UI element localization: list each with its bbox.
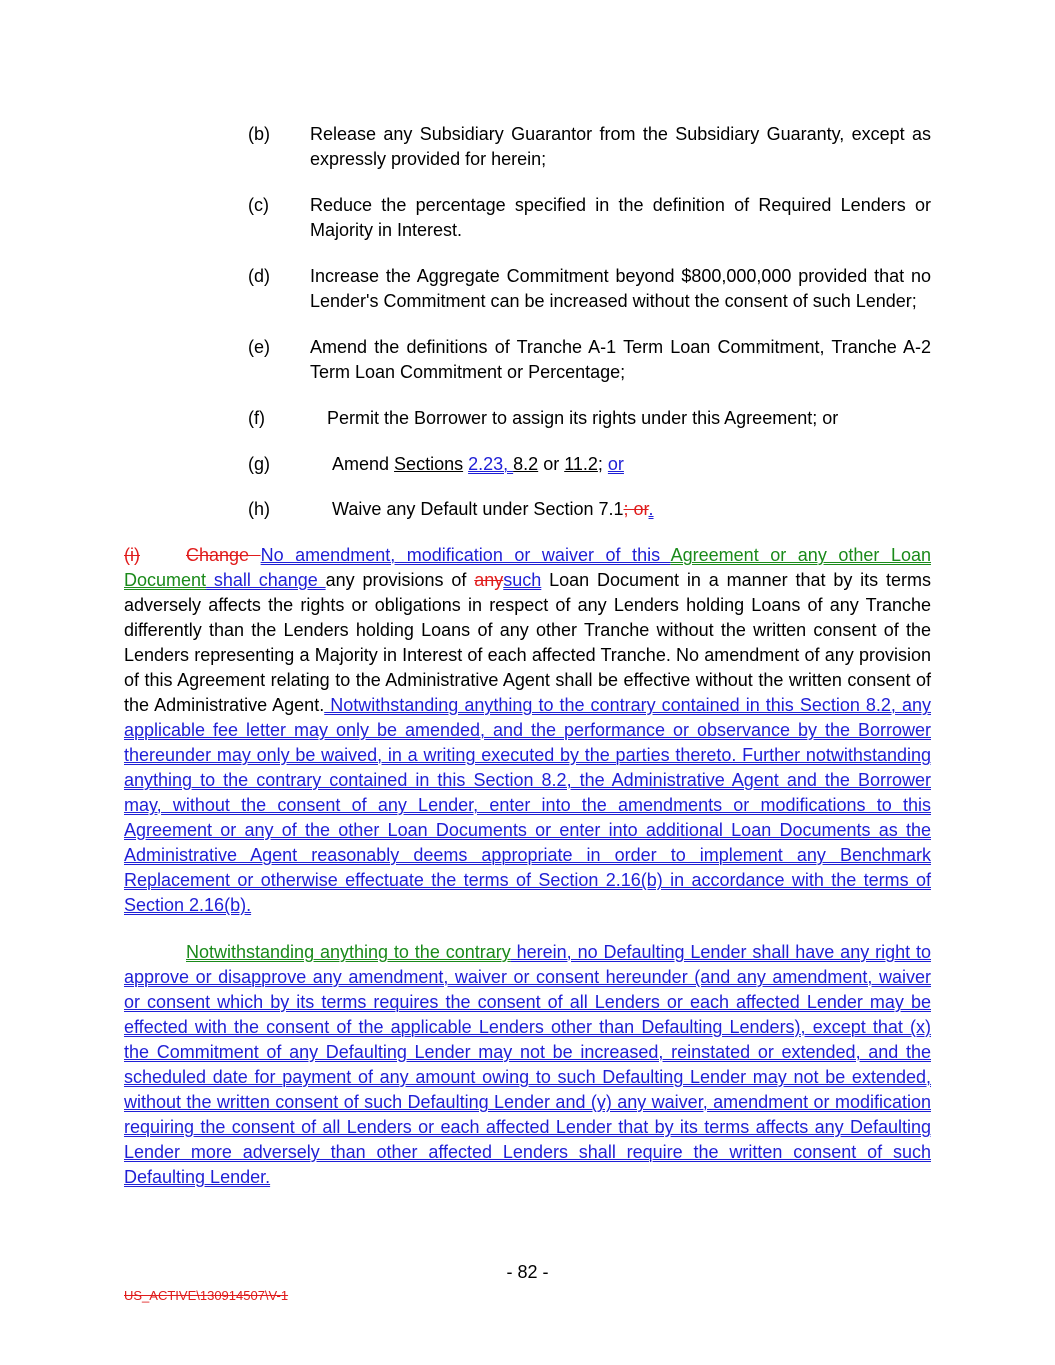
clause-label: (f): [248, 408, 265, 428]
clause-g: [248, 452, 624, 477]
clause-label: (e): [248, 337, 270, 357]
inserted-ref-2-23: 2.23,: [468, 454, 514, 474]
clause-f: [248, 406, 838, 431]
clause-label: (g): [248, 454, 270, 474]
body-text-1: any provisions of: [325, 570, 475, 590]
inserted-such: such: [503, 570, 542, 590]
clause-b: [186, 122, 931, 172]
clause-text: Reduce the percentage specified in the definition of Required Lenders or Majority in Interest.: [310, 195, 931, 240]
clause-label: (d): [248, 266, 270, 286]
inserted-text-3: Notwithstanding anything to the contrary contained in this Section 8.2, any applicable fee letter may only be amended, and the performance or observance by the Borrower thereunder may only be waived, in a writing executed by the parties thereto. Further notwithstanding anything to the contrary contained in this Section 8.2, the Administrative Agent and the Borrower may, without the consent of any Lender, enter into the amendments or modifications to this Agreement or any of the other Loan Documents or enter into additional Loan Documents as the Administrative Agent reasonably deems appropriate in order to implement any Benchmark Replacement or otherwise effectuate the terms of Section 2.16(b) in accordance with the terms of Section 2.16(b).: [124, 695, 931, 915]
inserted-text-2: shall change: [206, 570, 326, 590]
inserted-text-1: No amendment, modification or waiver of this: [260, 545, 671, 565]
page-number: - 82 -: [506, 1262, 549, 1282]
clause-label: (c): [248, 195, 269, 215]
document-id: US_ACTIVE\130914507\V-1: [124, 1288, 289, 1303]
clause-e: [186, 335, 931, 385]
clause-label: (h): [248, 499, 270, 519]
moved-text-1: Agreement or any other Loan Document: [124, 545, 931, 590]
inserted-period: .: [648, 499, 654, 519]
clause-label: (b): [248, 124, 270, 144]
clause-h: [248, 497, 654, 522]
clause-text: Amend the definitions of Tranche A-1 Term Loan Commitment, Tranche A-2 Term Loan Commitment or Percentage;: [310, 337, 931, 382]
clause-c: [186, 193, 931, 243]
clause-d: [186, 264, 931, 314]
body-text-2: Loan Document in a manner that by its terms adversely affects the rights or obligations in respect of any Lenders holding Loans of any Tranche differently than the Lenders holding Loans of any other Tranche without the written consent of the Lenders representing a Majority in Interest of each affected Tranche. No amendment of any provision of this Agreement relating to the Administrative Agent shall be effective without the written consent of the Administrative Agent.: [124, 570, 931, 715]
paragraph-amendments: [124, 543, 931, 918]
deleted-label: (i): [124, 545, 140, 565]
clause-text: Permit the Borrower to assign its rights under this Agreement; or: [327, 408, 839, 428]
clause-text: Increase the Aggregate Commitment beyond $800,000,000 provided that no Lender's Commitment can be increased without the consent of such Lender;: [310, 266, 931, 311]
or-text: or: [538, 454, 565, 474]
moved-text: Notwithstanding anything to the contrary: [186, 942, 511, 962]
deleted-text: ; or: [623, 499, 649, 519]
clause-amend: Amend: [332, 454, 395, 474]
deleted-change: Change: [186, 545, 261, 565]
clause-text: Release any Subsidiary Guarantor from the Subsidiary Guaranty, except as expressly provided for herein;: [310, 124, 931, 169]
ref-11-2: 11.2: [564, 454, 598, 474]
inserted-text: herein, no Defaulting Lender shall have any right to approve or disapprove any amendment, waiver or consent hereunder (and any amendment, waiver or consent which by its terms requires the consent of all Lenders or each affected Lender may be effected with the consent of the applicable Lenders other than Defaulting Lenders), except that (x) the Commitment of any Defaulting Lender may not be increased, reinstated or extended, and the scheduled date for payment of any amount owing to such Defaulting Lender may not be extended, without the written consent of such Defaulting Lender and (y) any waiver, amendment or modification requiring the consent of all Lenders or each affected Lender that by its terms affects any Defaulting Lender more adversely than other affected Lenders shall require the written consent of such Defaulting Lender.: [124, 942, 932, 1187]
paragraph-defaulting-lender: [124, 940, 931, 1190]
sections-word: Sections: [394, 454, 464, 474]
inserted-or: or: [607, 454, 624, 474]
semicolon: ;: [597, 454, 608, 474]
deleted-any: any: [474, 570, 504, 590]
clause-text: Waive any Default under Section 7.1: [332, 499, 624, 519]
ref-8-2: 8.2: [513, 454, 539, 474]
